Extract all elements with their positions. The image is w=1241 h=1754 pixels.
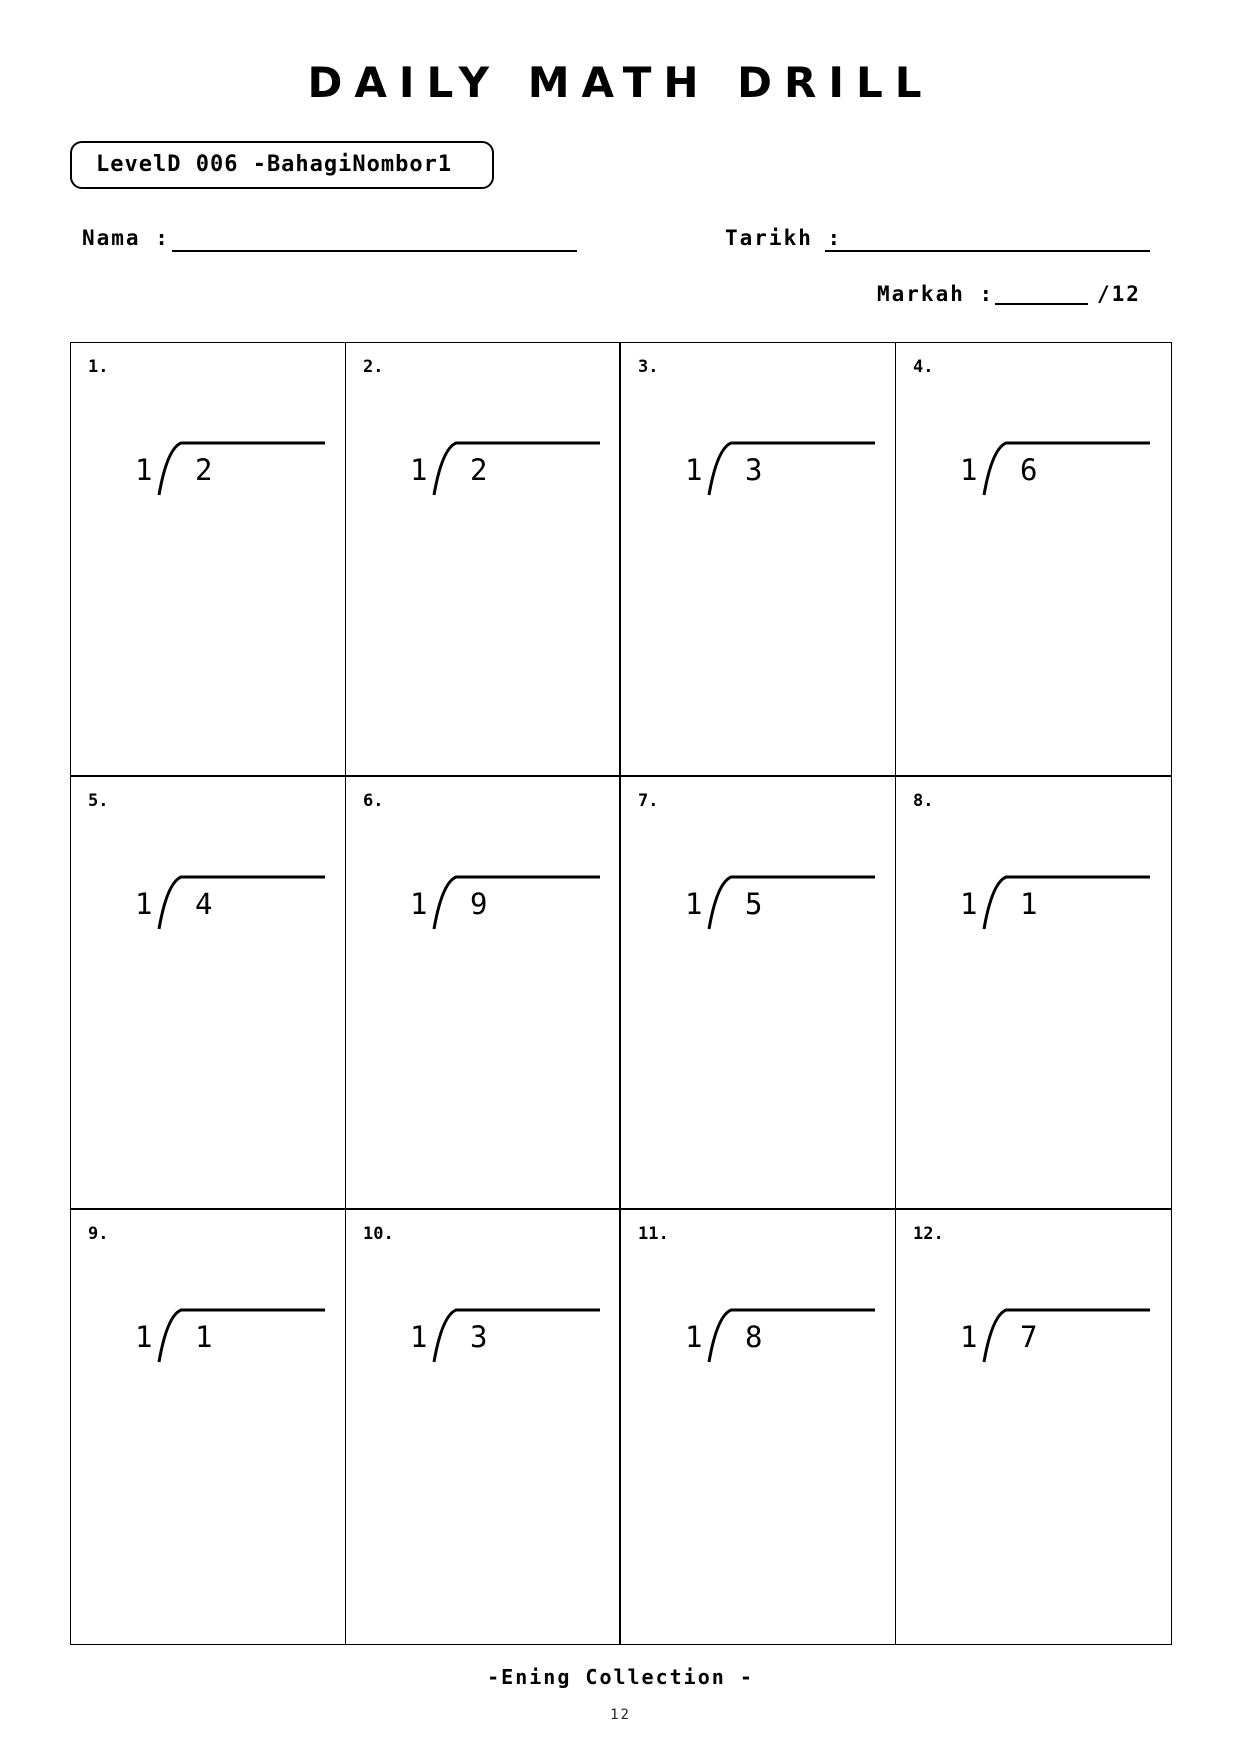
- divisor: 1: [135, 453, 153, 487]
- problem-cell[interactable]: [896, 777, 1171, 1211]
- level-badge: LevelD 006 -BahagiNombor1: [70, 141, 494, 189]
- long-division: [410, 441, 600, 497]
- dividend: 2: [470, 453, 488, 487]
- long-division: [135, 441, 325, 497]
- divisor: 1: [685, 453, 703, 487]
- long-division: [135, 1308, 325, 1364]
- score-field[interactable]: [995, 303, 1088, 305]
- division-bracket-icon: [982, 1308, 1150, 1364]
- problem-cell[interactable]: [896, 1210, 1171, 1644]
- page-title: DAILY MATH DRILL: [307, 58, 934, 107]
- problem-number: 2.: [363, 357, 384, 377]
- long-division: [960, 875, 1150, 931]
- problem-number: 1.: [88, 357, 109, 377]
- dividend: 8: [745, 1320, 763, 1355]
- dividend: 3: [470, 1320, 488, 1355]
- problem-cell[interactable]: [896, 343, 1171, 777]
- dividend: 5: [745, 886, 763, 921]
- division-bracket-icon: [982, 441, 1150, 497]
- division-bracket-icon: [982, 875, 1150, 931]
- problem-grid: [70, 342, 1172, 1645]
- problem-cell[interactable]: [621, 777, 896, 1211]
- problem-cell[interactable]: [346, 777, 621, 1211]
- division-bracket-icon: [432, 875, 600, 931]
- problem-number: 12.: [913, 1224, 944, 1245]
- page-number: 12: [610, 1707, 631, 1723]
- score-label: Markah :: [877, 282, 995, 306]
- problem-cell[interactable]: [71, 777, 346, 1211]
- divisor: 1: [685, 886, 703, 921]
- long-division: [685, 875, 875, 931]
- name-label: Nama :: [82, 226, 170, 250]
- problem-cell[interactable]: [346, 1210, 621, 1644]
- long-division: [410, 1308, 600, 1364]
- divisor: 1: [960, 1320, 978, 1355]
- dividend: 2: [195, 453, 213, 487]
- dividend: 7: [1020, 1320, 1038, 1355]
- date-field[interactable]: [825, 250, 1150, 252]
- problem-number: 6.: [363, 790, 384, 811]
- problem-number: 11.: [638, 1224, 669, 1245]
- score-total: /12: [1097, 282, 1141, 306]
- problem-number: 3.: [638, 357, 659, 377]
- divisor: 1: [410, 1320, 428, 1355]
- division-bracket-icon: [157, 1308, 325, 1364]
- problem-cell[interactable]: [71, 343, 346, 777]
- division-bracket-icon: [432, 441, 600, 497]
- problem-cell[interactable]: [346, 343, 621, 777]
- long-division: [685, 441, 875, 497]
- divisor: 1: [960, 886, 978, 921]
- divisor: 1: [410, 453, 428, 487]
- dividend: 1: [1020, 886, 1038, 921]
- long-division: [960, 441, 1150, 497]
- collection-footer: -Ening Collection -: [487, 1665, 754, 1689]
- problem-cell[interactable]: [71, 1210, 346, 1644]
- dividend: 4: [195, 886, 213, 921]
- division-bracket-icon: [707, 441, 875, 497]
- long-division: [960, 1308, 1150, 1364]
- problem-number: 4.: [913, 357, 934, 377]
- long-division: [685, 1308, 875, 1364]
- dividend: 6: [1020, 453, 1038, 487]
- divisor: 1: [135, 886, 153, 921]
- dividend: 9: [470, 886, 488, 921]
- problem-number: 5.: [88, 790, 109, 811]
- division-bracket-icon: [432, 1308, 600, 1364]
- date-label: Tarikh :: [725, 226, 843, 250]
- division-bracket-icon: [707, 1308, 875, 1364]
- problem-number: 8.: [913, 790, 934, 811]
- problem-number: 9.: [88, 1224, 109, 1245]
- division-bracket-icon: [707, 875, 875, 931]
- name-field[interactable]: [172, 250, 577, 252]
- problem-number: 10.: [363, 1224, 394, 1245]
- problem-cell[interactable]: [621, 343, 896, 777]
- division-bracket-icon: [157, 441, 325, 497]
- problem-number: 7.: [638, 790, 659, 811]
- division-bracket-icon: [157, 875, 325, 931]
- divisor: 1: [960, 453, 978, 487]
- divisor: 1: [410, 886, 428, 921]
- divisor: 1: [135, 1320, 153, 1355]
- divisor: 1: [685, 1320, 703, 1355]
- long-division: [135, 875, 325, 931]
- dividend: 1: [195, 1320, 213, 1355]
- long-division: [410, 875, 600, 931]
- problem-cell[interactable]: [621, 1210, 896, 1644]
- dividend: 3: [745, 453, 763, 487]
